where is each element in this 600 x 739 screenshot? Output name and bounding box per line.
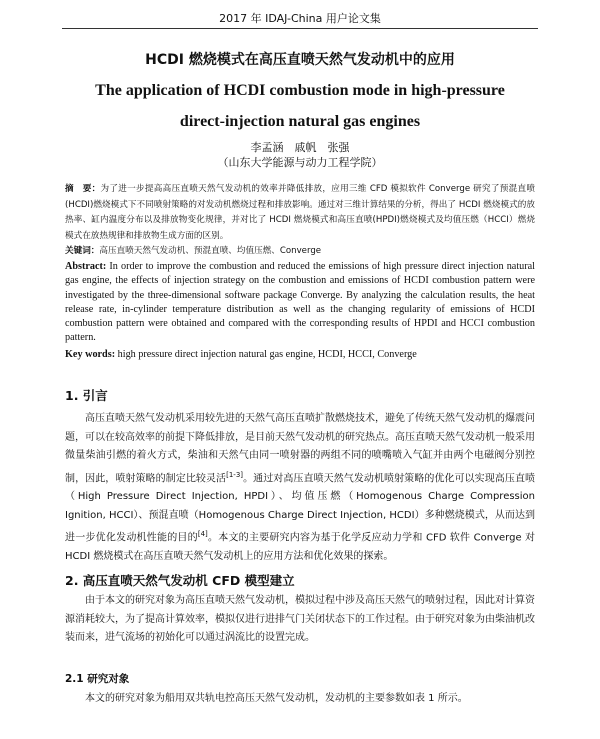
citation-2: [4]	[197, 530, 208, 539]
subsection-2-1-heading: 2.1 研究对象	[65, 673, 130, 685]
title-english-line2: direct-injection natural gas engines	[179, 113, 421, 130]
abstract-en-label: Abstract:	[65, 261, 107, 272]
abstract-cn-text: 为了进一步提高高压直喷天然气发动机的效率并降低排放，应用三维 CFD 模拟软件 Converge 研究了预混直喷(HCDI)燃烧模式下不同喷射策略的对发动机燃烧过程和排放影响。通过对三维计算结果的分析，得出了 HCDI 燃烧模式的放热率、缸内温度分布以及排放物变化规律，并对比了 HCDI 燃烧模式和高压直喷(HPDI)燃烧模式及均值压燃（HCCI）燃烧模式在放热规律和排放物生成方面的区别。	[65, 184, 535, 241]
affiliation: （山东大学能源与动力工程学院）	[217, 156, 383, 169]
keywords-cn-label: 关键词：	[65, 246, 100, 256]
section-1-paragraph	[65, 410, 535, 567]
abstract-chinese	[65, 182, 535, 244]
citation-1: [1-3]	[226, 470, 244, 479]
s1-text-b: 。通过对高压直喷天然气发动机喷射策略的优化可以实现高压直喷（High Pressure Direct Injection, HPDI）、均值压燃（Homogenous Charge Compression Ignition, HCCI）、预混直喷（Homogenous Charge Direct Injection, HCDI）多种燃烧模式，从而达到进一步优化发动机性能的目的	[65, 472, 536, 544]
s1-text-c: 。本文的主要研究内容为基于化学反应动力学和 CFD 软件 Converge 对 HCDI 燃烧模式在高压直喷天然气发动机上的应用方法和优化效果的探索。	[65, 532, 536, 563]
abstract-english	[65, 260, 535, 346]
keywords-en-label: Key words:	[65, 349, 116, 360]
s1-text-a: 高压直喷天然气发动机采用较先进的天然气高压直喷扩散燃烧技术，避免了传统天然气发动机的爆震问题，可以在较高效率的前提下降低排放，是目前天然气发动机的研究热点。高压直喷天然气发动机一般采用微量柴油引燃的着火方式，柴油和天然气由同一喷射器的两组不同的喷嘴喷入气缸并由两个电磁阀分别控制，因此，喷射策略的制定比较灵活	[65, 413, 535, 484]
keywords-cn-text: 高压直喷天然气发动机、预混直喷、均值压燃、Converge	[99, 246, 322, 256]
subsection-2-1-paragraph: 本文的研究对象为船用双共轨电控高压天然气发动机，发动机的主要参数如表 1 所示。	[85, 693, 468, 704]
keywords-chinese	[65, 244, 535, 256]
title-english-line1: The application of HCDI combustion mode in high-pressure	[95, 82, 505, 99]
header-divider	[62, 28, 538, 29]
section-2-paragraph: 由于本文的研究对象为高压直喷天然气发动机，模拟过程中涉及高压天然气的喷射过程，因此对计算资源消耗较大，为了提高计算效率，模拟仅进行进排气门关闭状态下的工作过程。由于研究对象为由柴油机改装而来，进气流场的初始化可以通过涡流比的设置完成。	[65, 595, 535, 643]
keywords-en-text: high pressure direct injection natural gas engine, HCDI, HCCI, Converge	[115, 349, 417, 360]
title-chinese: HCDI 燃烧模式在高压直喷天然气发动机中的应用	[145, 52, 455, 68]
abstract-cn-label: 摘 要：	[65, 184, 101, 194]
abstract-en-text: In order to improve the combustion and reduced the emissions of high pressure direct injection natural gas engine, the effects of injection strategy on the combustion and emissions of HCDI combustion pattern were investigated by the three-dimensional software package Converge. By analyzing the calculation results, the heat release rate, in-cylinder temperature distribution as well as the changing regularity of emissions of HCDI combustion pattern were obtained and compared with the corresponding results of HPDI and HCCI combustion pattern.	[65, 261, 535, 344]
running-header: 2017 年 IDAJ-China 用户论文集	[219, 12, 381, 25]
section-1-heading: 1. 引言	[65, 388, 108, 403]
section-2-heading: 2. 高压直喷天然气发动机 CFD 模型建立	[65, 573, 295, 588]
keywords-english	[65, 349, 535, 360]
authors: 李孟涵 戚帆 张强	[250, 141, 350, 154]
